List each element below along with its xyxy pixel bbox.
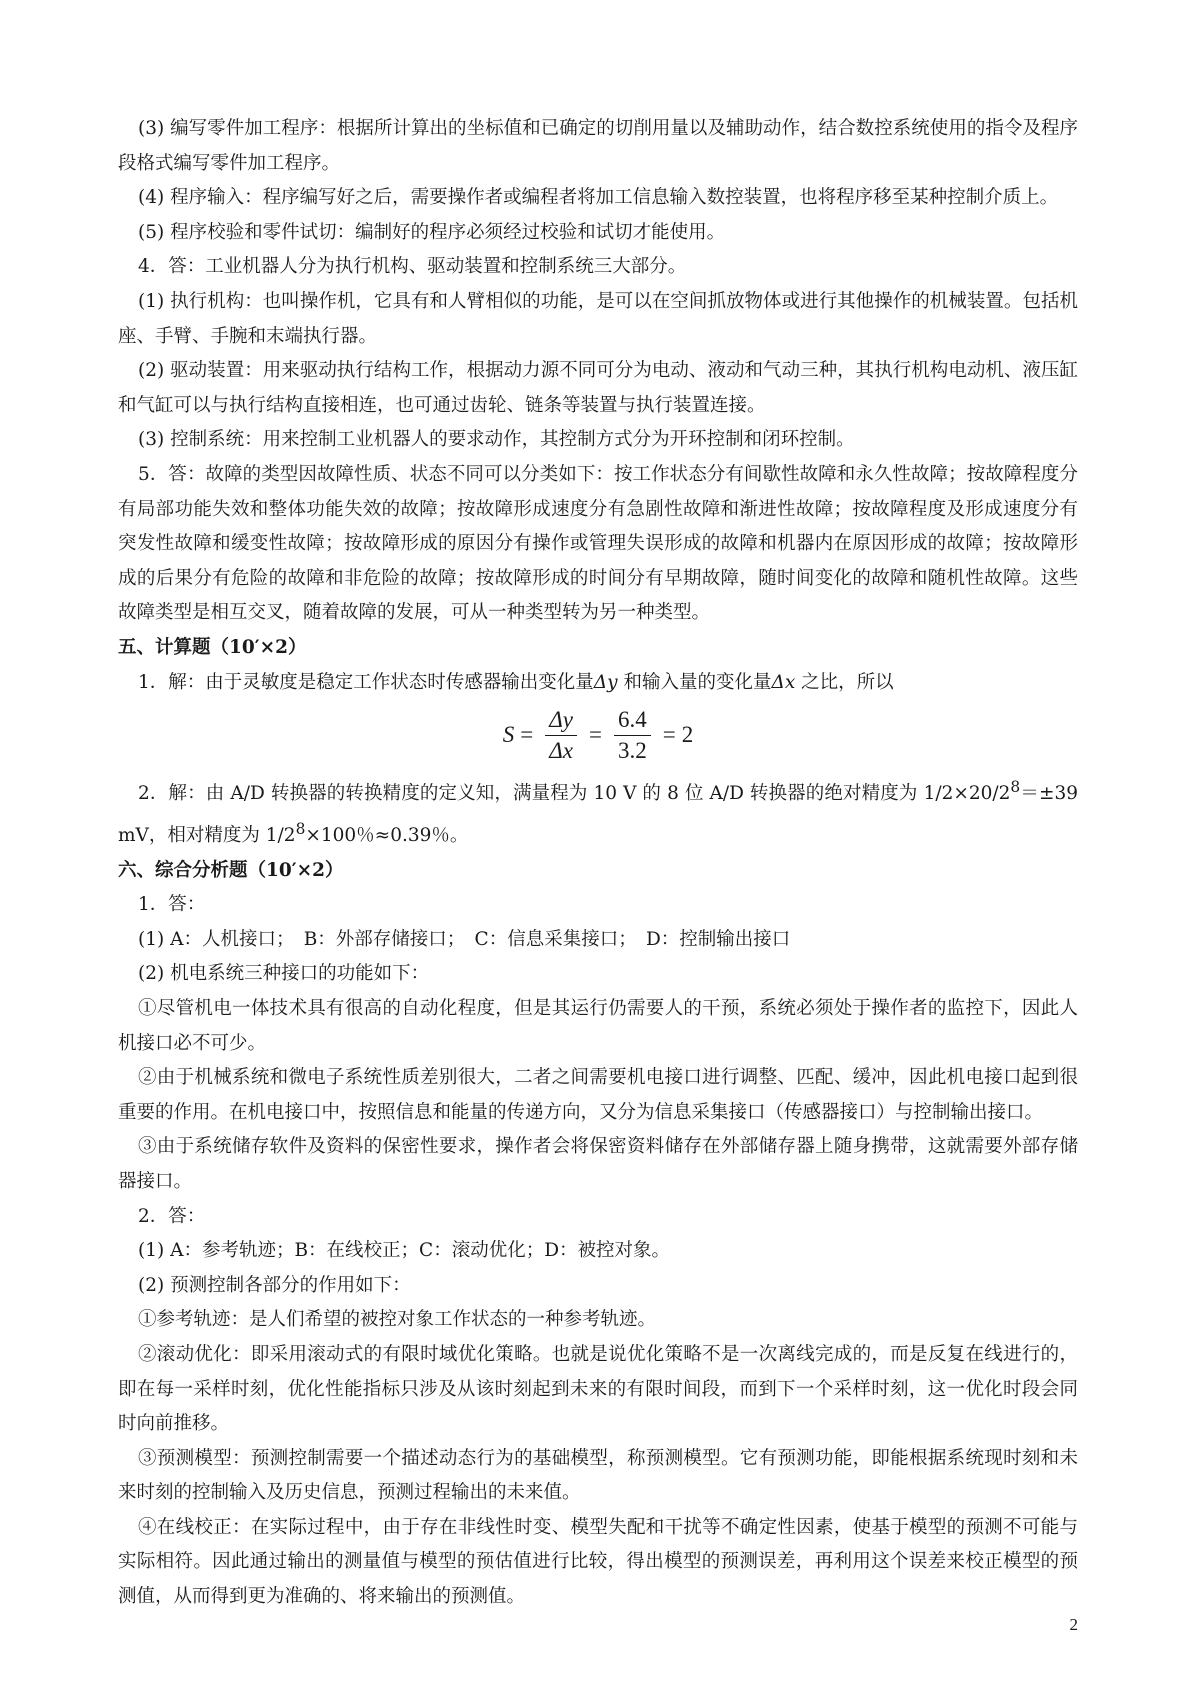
paragraph: 2．答：	[138, 1205, 206, 1227]
equals-sign: =	[520, 721, 534, 747]
paragraph: 4．答：工业机器人分为执行机构、驱动装置和控制系统三大部分。	[138, 256, 687, 278]
paragraph: ③由于系统储存软件及资料的保密性要求，操作者会将保密资料储存在外部储存器上随身携带，这就需要外部存储器接口。	[118, 1136, 1078, 1192]
paragraph: 1．答：	[138, 894, 206, 916]
paragraph: (2) 驱动装置：用来驱动执行结构工作，根据动力源不同可分为电动、液动和气动三种，其执行机构电动机、液压缸和气缸可以与执行结构直接相连，也可通过齿轮、链条等装置与执行装置连接。	[118, 360, 1078, 416]
paragraph: ①参考轨迹：是人们希望的被控对象工作状态的一种参考轨迹。	[138, 1309, 657, 1331]
equals-sign: =	[662, 721, 676, 747]
paragraph: ③预测模型：预测控制需要一个描述动态行为的基础模型，称预测模型。它有预测功能，即能根据系统现时刻和未来时刻的控制输入及历史信息，预测过程输出的未来值。	[118, 1447, 1078, 1504]
text: 2．解：由 A/D 转换器的转换精度的定义知，满量程为 10 V 的 8 位 A/D 转换器的绝对精度为 1/2×20/2	[138, 783, 1011, 805]
paragraph: ①尽管机电一体技术具有很高的自动化程度，但是其运行仍需要人的干预，系统必须处于操作者的监控下，因此人机接口必不可少。	[118, 997, 1078, 1054]
formula-result: 2	[681, 721, 694, 747]
paragraph: (5) 程序校验和零件试切：编制好的程序必须经过校验和试切才能使用。	[138, 221, 726, 243]
fraction-delta	[545, 705, 577, 766]
paragraph: (2) 预测控制各部分的作用如下：	[138, 1274, 411, 1296]
calc-question-2	[118, 770, 1078, 854]
formula-lhs: S	[502, 721, 515, 747]
paragraph: (3) 编写零件加工程序：根据所计算出的坐标值和已确定的切削用量以及辅助动作，结合数控系统使用的指令及程序段格式编写零件加工程序。	[118, 118, 1078, 174]
paragraph: ②滚动优化：即采用滚动式的有限时域优化策略。也就是说优化策略不是一次离线完成的，而是反复在线进行的，即在每一采样时刻，优化性能指标只涉及从该时刻起到未来的有限时间段，而到下一个采样时刻，这一优化时段会同时向前推移。	[118, 1343, 1078, 1435]
paragraph: (1) A：参考轨迹；B：在线校正；C：滚动优化；D：被控对象。	[138, 1240, 671, 1262]
section-heading-analysis: 六、综合分析题（10′×2）	[118, 859, 344, 881]
equals-sign: =	[588, 721, 602, 747]
numerator: Δy	[545, 705, 577, 736]
calc-question-1	[118, 666, 1078, 701]
text: 1．解：由于灵敏度是稳定工作状态时传感器输出变化量	[138, 671, 594, 693]
section-heading-calculation: 五、计算题（10′×2）	[118, 636, 307, 658]
paragraph: (1) A：人机接口； B：外部存储接口； C：信息采集接口； D：控制输出接口	[138, 928, 791, 950]
text: ＝±39 mV，相对精度为 1/2	[118, 783, 1078, 846]
numerator: 6.4	[614, 705, 651, 736]
fraction-values	[614, 705, 651, 766]
paragraph: (2) 机电系统三种接口的功能如下：	[138, 963, 430, 985]
page-number: 2	[1069, 1615, 1078, 1634]
denominator: Δx	[549, 737, 573, 763]
paragraph: (3) 控制系统：用来控制工业机器人的要求动作，其控制方式分为开环控制和闭环控制。	[138, 429, 855, 451]
text: ×100％≈0.39％。	[305, 825, 469, 846]
text: 之比，所以	[795, 671, 894, 693]
paragraph: 5．答：故障的类型因故障性质、状态不同可以分类如下：按工作状态分有间歇性故障和永久性故障；按故障程度分有局部功能失效和整体功能失效的故障；按故障形成速度分有急剧性故障和渐进性故障；按故障程度及形成速度分有突发性故障和缓变性故障；按故障形成的原因分有操作或管理失误形成的故障和机器内在原因形成的故障；按故障形成的后果分有危险的故障和非危险的故障；按故障形成的时间分有早期故障，随时间变化的故障和随机性故障。这些故障类型是相互交叉，随着故障的发展，可从一种类型转为另一种类型。	[118, 463, 1078, 624]
paragraph: ④在线校正：在实际过程中，由于存在非线性时变、模型失配和干扰等不确定性因素，使基于模型的预测不可能与实际相符。因此通过输出的测量值与模型的预估值进行比较，得出模型的预测误差，再利用这个误差来校正模型的预测值，从而得到更为准确的、将来输出的预测值。	[118, 1516, 1078, 1608]
superscript: 8	[295, 819, 306, 838]
denominator: 3.2	[617, 737, 647, 763]
math-symbol: Δy	[593, 671, 618, 693]
sensitivity-formula	[118, 700, 1078, 770]
paragraph: (1) 执行机构：也叫操作机，它具有和人臂相似的功能，是可以在空间抓放物体或进行其他操作的机械装置。包括机座、手臂、手腕和末端执行器。	[118, 290, 1078, 347]
math-symbol: Δx	[771, 671, 796, 693]
paragraph: (4) 程序输入：程序编写好之后，需要操作者或编程者将加工信息输入数控装置，也将程序移至某种控制介质上。	[138, 187, 1059, 209]
text: 和输入量的变化量	[617, 671, 772, 693]
superscript: 8	[1010, 778, 1021, 797]
document-page	[118, 112, 1078, 1615]
paragraph: ②由于机械系统和微电子系统性质差别很大，二者之间需要机电接口进行调整、匹配、缓冲，因此机电接口起到很重要的作用。在机电接口中，按照信息和能量的传递方向，又分为信息采集接口（传感器接口）与控制输出接口。	[118, 1067, 1078, 1123]
